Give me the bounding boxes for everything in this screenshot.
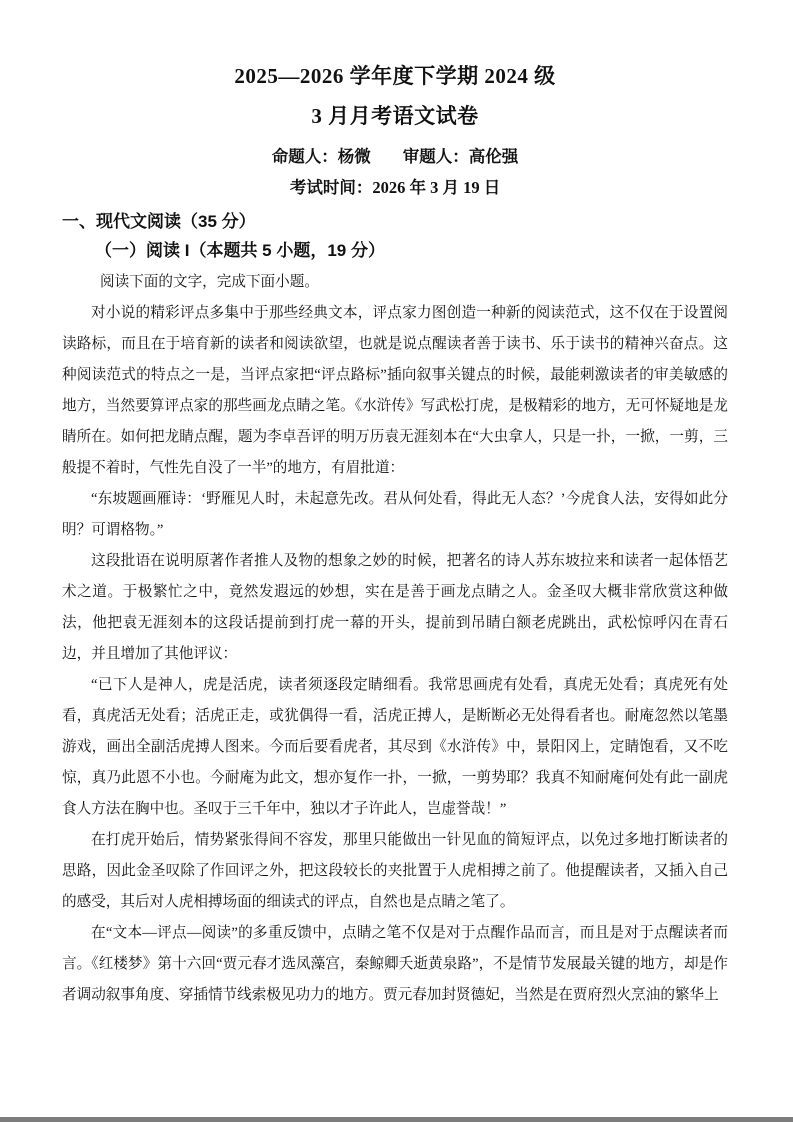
passage-paragraph: 在打虎开始后，情势紧张得间不容发，那里只能做出一针见血的简短评点，以免过多地打断读者的思路，因此金圣叹除了作回评之外，把这段较长的夹批置于人虎相搏之前了。他提醒读者，又插入自己的感受，其后对人虎相搏场面的细读式的评点，自然也是点睛之笔了。 [62, 832, 728, 910]
window-bottom-edge [0, 1117, 793, 1122]
exam-title-line2: 3 月月考语文试卷 [311, 104, 479, 128]
passage-paragraph-quote: “东坡题画雁诗：‘野雁见人时，未起意先改。君从何处看，得此无人态？’今虎食人法，安得如此分明？可谓格物。” [62, 491, 728, 538]
setter-label: 命题人：杨微 [271, 147, 371, 166]
exam-title-line1: 2025—2026 学年度下学期 2024 级 [234, 64, 556, 88]
section-heading-modern-reading: 一、现代文阅读（35 分） [62, 212, 256, 231]
passage-paragraph: 在“文本—评点—阅读”的多重反馈中，点睛之笔不仅是对于点醒作品而言，而且是对于点醒读者而言。《红楼梦》第十六回“贾元春才选凤藻宫，秦鲸卿夭逝黄泉路”，不是情节发展最关键的地方，却是作者调动叙事角度、穿插情节线索极见功力的地方。贾元春加封贤德妃，当然是在贾府烈火烹油的繁华上 [62, 925, 728, 1003]
reading-passage [62, 267, 728, 1011]
exam-setter-line [62, 147, 728, 167]
exam-time-line: 考试时间：2026 年 3 月 19 日 [289, 178, 501, 197]
document-page [62, 0, 728, 1011]
passage-paragraph-quote: “已下人是神人，虎是活虎，读者须逐段定睛细看。我常思画虎有处看，真虎无处看；真虎死有处看，真虎活无处看；活虎正走，或犹偶得一看，活虎正搏人，是断断必无处得看者也。耐庵忽然以笔墨游戏，画出全副活虎搏人图来。今而后要看虎者，其尽到《水浒传》中，景阳冈上，定睛饱看，又不吃惊，真乃此恩不小也。今耐庵为此文，想亦复作一扑，一掀，一剪势耶？我真不知耐庵何处有此一副虎食人方法在胸中也。圣叹于三千年中，独以才子许此人，岂虚誉哉！” [62, 677, 728, 817]
passage-paragraph: 这段批语在说明原著作者推人及物的想象之妙的时候，把著名的诗人苏东坡拉来和读者一起体悟艺术之道。于极繁忙之中，竟然发遐远的妙想，实在是善于画龙点睛之人。金圣叹大概非常欣赏这种做法，他把袁无涯刻本的这段话提前到打虎一幕的开头，提前到吊睛白额老虎跳出，武松惊呼闪在青石边，并且增加了其他评议： [62, 553, 728, 662]
passage-paragraph: 对小说的精彩评点多集中于那些经典文本，评点家力图创造一种新的阅读范式，这不仅在于设置阅读路标，而且在于培育新的读者和阅读欲望，也就是说点醒读者善于读书、乐于读书的精神兴奋点。这种阅读范式的特点之一是，当评点家把“评点路标”插向叙事关键点的时候，最能刺激读者的审美敏感的地方，当然要算评点家的那些画龙点睛之笔。《水浒传》写武松打虎，是极精彩的地方，无可怀疑地是龙睛所在。如何把龙睛点醒，题为李卓吾评的明万历袁无涯刻本在“大虫拿人，只是一扑，一掀，一剪，三般提不着时，气性先自没了一半”的地方，有眉批道： [62, 305, 728, 476]
passage-instruction: 阅读下面的文字，完成下面小题。 [100, 274, 319, 290]
sub-heading-reading-1: （一）阅读 I（本题共 5 小题，19 分） [95, 241, 385, 260]
reviewer-label: 审题人：高伦强 [402, 147, 519, 166]
